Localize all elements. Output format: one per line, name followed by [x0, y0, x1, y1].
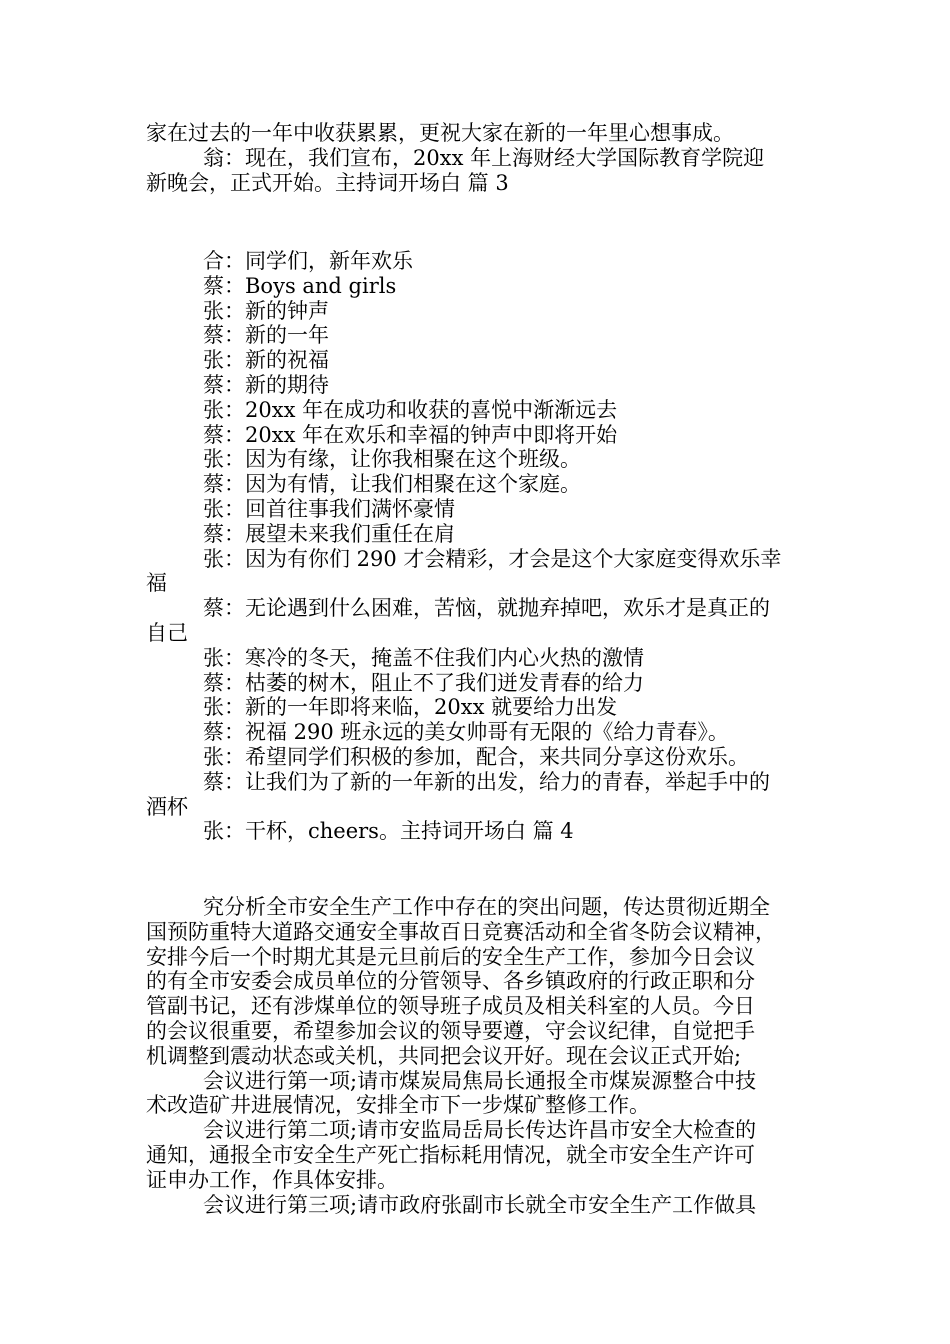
text-line: 蔡：Boys and girls: [203, 273, 397, 298]
text-line: 张：因为有你们 290 才会精彩，才会是这个大家庭变得欢乐幸: [203, 546, 782, 571]
text-line: 张：回首往事我们满怀豪情: [203, 496, 455, 521]
text-line: 蔡：新的一年: [203, 323, 329, 348]
section-meeting-host-script: [146, 895, 816, 1217]
text-line: 张：新的钟声: [203, 298, 329, 323]
section-host-dialogue: [146, 249, 816, 844]
text-line: 新晚会，正式开始。主持词开场白 篇 3: [146, 170, 509, 195]
text-line: 张：寒冷的冬天，掩盖不住我们内心火热的激情: [203, 645, 644, 670]
text-line: 蔡：因为有情，让我们相聚在这个家庭。: [203, 472, 581, 497]
section-closing-remarks: [146, 121, 816, 195]
text-line: 究分析全市安全生产工作中存在的突出问题，传达贯彻近期全: [203, 895, 770, 919]
text-line: 蔡：展望未来我们重任在肩: [203, 521, 455, 546]
text-line: 会议进行第二项;请市安监局岳局长传达许昌市安全大检查的: [203, 1118, 757, 1143]
text-line: 蔡：新的期待: [203, 372, 329, 397]
text-line: 酒杯: [146, 794, 188, 819]
text-line: 张：希望同学们积极的参加，配合，来共同分享这份欢乐。: [203, 744, 749, 769]
text-line: 的会议很重要，希望参加会议的领导要遵，守会议纪律，自觉把手: [146, 1018, 755, 1043]
text-line: 术改造矿井进展情况，安排全市下一步煤矿整修工作。: [146, 1093, 650, 1118]
text-line: 证申办工作，作具体安排。: [146, 1167, 398, 1192]
text-line: 管副书记，还有涉煤单位的领导班子成员及相关科室的人员。今日: [146, 994, 755, 1019]
text-line: 蔡：祝福 290 班永远的美女帅哥有无限的《给力青春》。: [203, 720, 729, 745]
text-line: 蔡：20xx 年在欢乐和幸福的钟声中即将开始: [203, 422, 618, 447]
text-line: 合：同学们，新年欢乐: [203, 249, 413, 273]
text-line: 蔡：让我们为了新的一年新的出发，给力的青春，举起手中的: [203, 769, 770, 794]
text-line: 蔡：无论遇到什么困难，苦恼，就抛弃掉吧，欢乐才是真正的: [203, 596, 770, 621]
text-line: 福: [146, 571, 167, 596]
text-line: 张：新的祝福: [203, 348, 329, 373]
text-line: 翁：现在，我们宣布，20xx 年上海财经大学国际教育学院迎: [203, 145, 765, 170]
text-line: 会议进行第一项;请市煤炭局焦局长通报全市煤炭源整合中技: [203, 1068, 757, 1093]
text-line: 会议进行第三项;请市政府张副市长就全市安全生产工作做具: [203, 1192, 757, 1217]
text-line: 国预防重特大道路交通安全事故百日竞赛活动和全省冬防会议精神，: [146, 919, 776, 944]
text-line: 安排今后一个时期尤其是元旦前后的安全生产工作，参加今日会议: [146, 944, 755, 969]
text-line: 蔡：枯萎的树木，阻止不了我们迸发青春的给力: [203, 670, 644, 695]
text-line: 张：20xx 年在成功和收获的喜悦中渐渐远去: [203, 397, 618, 422]
text-line: 的有全市安委会成员单位的分管领导、各乡镇政府的行政正职和分: [146, 969, 755, 994]
text-line: 通知，通报全市安全生产死亡指标耗用情况，就全市安全生产许可: [146, 1142, 755, 1167]
text-line: 机调整到震动状态或关机，共同把会议开好。现在会议正式开始;: [146, 1043, 742, 1068]
text-line: 张：干杯，cheers。主持词开场白 篇 4: [203, 819, 574, 844]
text-line: 张：新的一年即将来临，20xx 就要给力出发: [203, 695, 618, 720]
text-line: 家在过去的一年中收获累累，更祝大家在新的一年里心想事成。: [146, 121, 734, 145]
text-line: 自己: [146, 620, 188, 645]
text-line: 张：因为有缘，让你我相聚在这个班级。: [203, 447, 581, 472]
